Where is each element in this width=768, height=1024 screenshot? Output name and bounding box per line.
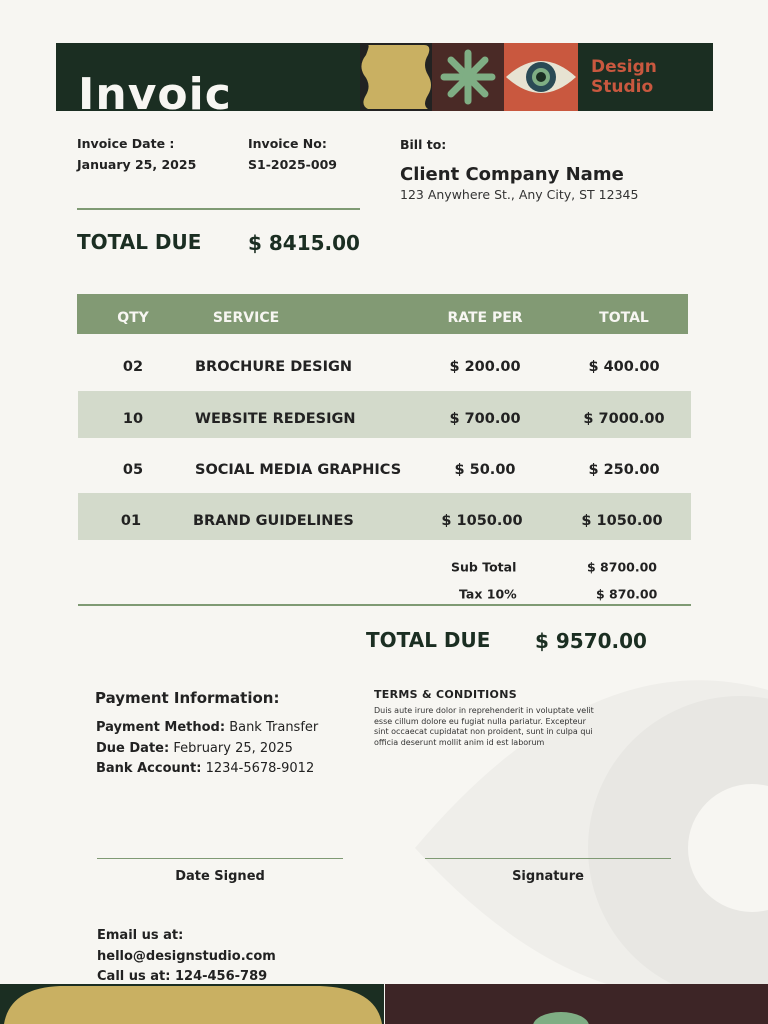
green-orb-graphic (385, 984, 768, 1024)
brand-name (591, 57, 657, 97)
due-date-label: Due Date: (96, 741, 170, 756)
contact-block (97, 926, 276, 988)
flower-shape-tile (432, 43, 504, 111)
due-date-value: February 25, 2025 (173, 741, 293, 756)
tax-value: $ 870.00 (596, 586, 658, 602)
tax-label: Tax 10% (459, 586, 517, 602)
bill-to-label: Bill to: (400, 137, 447, 152)
column-header-service: SERVICE (212, 310, 280, 326)
table-cell-qty: 01 (120, 513, 142, 529)
flower-icon (432, 43, 504, 111)
table-cell-service: BRAND GUIDELINES (193, 513, 354, 529)
eye-icon (504, 43, 578, 111)
table-cell-rate: $ 700.00 (449, 411, 521, 427)
client-name: Client Company Name (400, 164, 624, 185)
table-cell-total: $ 7000.00 (583, 411, 665, 427)
signature-line (425, 858, 671, 859)
email-label: Email us at: (97, 928, 184, 943)
invoice-date-label: Invoice Date : (77, 136, 175, 151)
table-cell-total: $ 1050.00 (581, 513, 663, 529)
signature-label: Signature (512, 869, 584, 884)
total-due-label: TOTAL DUE (366, 628, 491, 652)
column-header-total: TOTAL (599, 310, 649, 326)
terms-body: Duis aute irure dolor in reprehenderit in voluptate velit esse cillum dolore eu fugiat nulla pariatur. Excepteur sint occaecat cupidatat non proident, sunt in culpa qui officia deserunt mollit anim id est laborum (374, 706, 594, 747)
footer-decoration-left (0, 984, 384, 1024)
column-header-qty: QTY (117, 310, 149, 326)
invoice-number-label: Invoice No: (248, 136, 327, 151)
bank-account-line (96, 761, 314, 776)
table-cell-service: BROCHURE DESIGN (195, 359, 353, 375)
email-address[interactable]: hello@designstudio.com (97, 948, 276, 964)
client-address: 123 Anywhere St., Any City, ST 12345 (400, 187, 639, 202)
brand-line-1: Design (591, 57, 657, 77)
date-signed-line (97, 858, 343, 859)
summary-divider (78, 604, 691, 606)
table-cell-service: WEBSITE REDESIGN (195, 411, 356, 427)
invoice-date-value: January 25, 2025 (77, 157, 197, 172)
date-signed-label: Date Signed (175, 869, 265, 884)
brand-line-2: Studio (591, 77, 654, 97)
wavy-blob-icon (360, 43, 432, 111)
table-cell-qty: 05 (122, 462, 144, 478)
top-total-due-value: $ 8415.00 (248, 231, 360, 255)
eye-shape-tile (504, 43, 578, 111)
footer-decoration-right (385, 984, 768, 1024)
table-cell-qty: 10 (122, 411, 144, 427)
subtotal-label: Sub Total (451, 559, 517, 575)
total-due-value: $ 9570.00 (535, 629, 647, 653)
payment-method-line (96, 720, 318, 735)
table-cell-total: $ 400.00 (588, 359, 660, 375)
table-cell-rate: $ 200.00 (449, 359, 521, 375)
column-header-rate: RATE PER (447, 310, 523, 326)
table-cell-rate: $ 50.00 (454, 462, 516, 478)
meta-divider (77, 208, 360, 210)
phone-line[interactable]: Call us at: 124-456-789 (97, 969, 268, 984)
terms-title: TERMS & CONDITIONS (374, 688, 517, 701)
payment-info-title: Payment Information: (95, 689, 280, 707)
bank-account-value: 1234-5678-9012 (205, 761, 315, 776)
bank-account-label: Bank Account: (96, 761, 202, 776)
due-date-line (96, 741, 293, 756)
payment-method-value: Bank Transfer (229, 720, 319, 735)
top-total-due-label: TOTAL DUE (77, 230, 202, 254)
wavy-shape-tile (360, 43, 432, 111)
table-cell-service: SOCIAL MEDIA GRAPHICS (195, 462, 402, 478)
table-header (77, 294, 688, 334)
invoice-title: Invoic (78, 69, 232, 111)
table-cell-qty: 02 (122, 359, 144, 375)
table-cell-total: $ 250.00 (588, 462, 660, 478)
subtotal-value: $ 8700.00 (587, 559, 657, 575)
table-cell-rate: $ 1050.00 (441, 513, 523, 529)
payment-method-label: Payment Method: (96, 720, 226, 735)
mustard-arch-graphic (0, 984, 384, 1024)
invoice-number-value: S1-2025-009 (248, 157, 337, 172)
header-banner (56, 43, 713, 111)
